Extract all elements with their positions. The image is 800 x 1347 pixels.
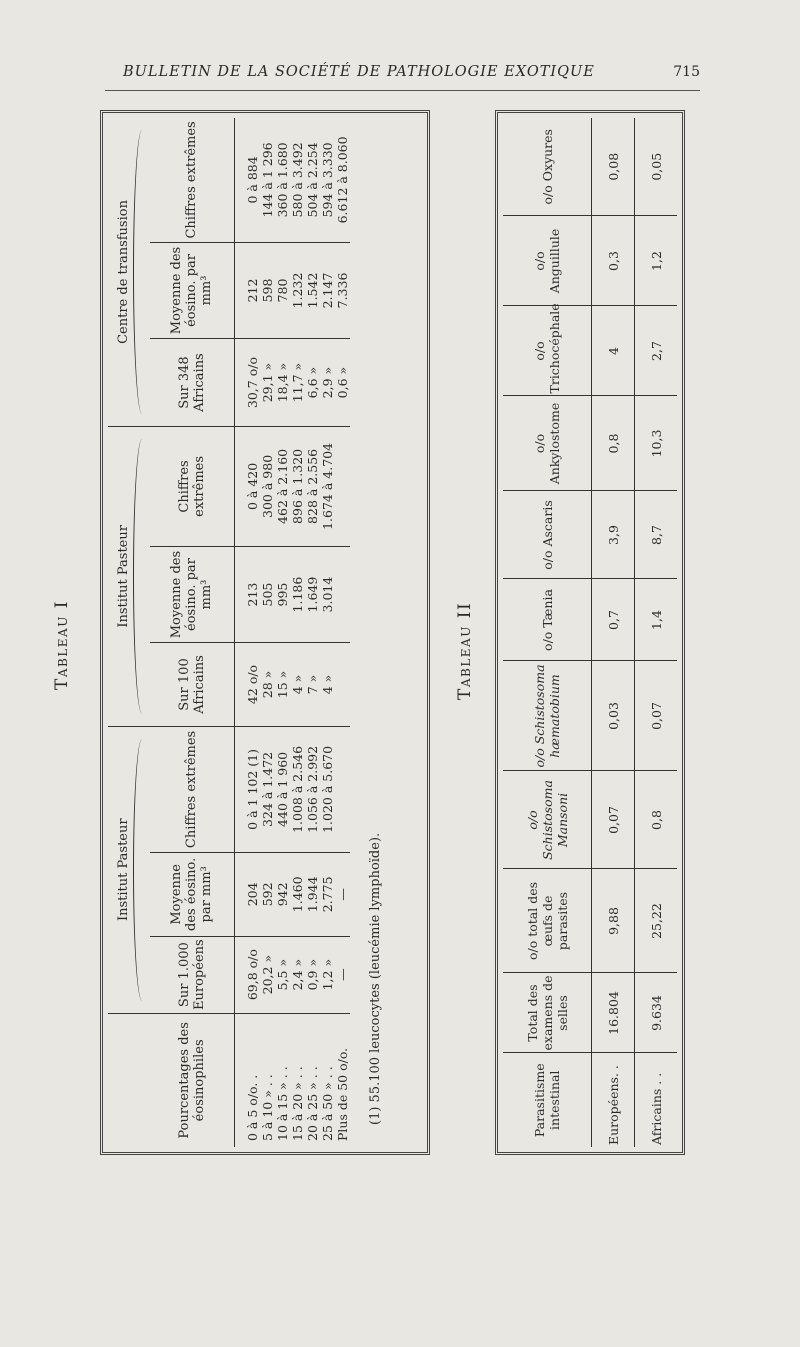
table-cell: 300 à 980 bbox=[259, 454, 275, 518]
table-cell: 4 bbox=[592, 306, 635, 396]
row-label: 10 à 15 » . . bbox=[274, 1066, 290, 1141]
table-cell: 505 bbox=[259, 582, 275, 607]
journal-title: BULLETIN DE LA SOCIÉTÉ DE PATHOLOGIE EXOTIQUE bbox=[123, 64, 595, 80]
column-header: o/o Schistosoma hæmatobium bbox=[503, 661, 592, 771]
column-header: Chiffres extrêmes bbox=[150, 726, 234, 852]
table-cell: 1,2 » bbox=[319, 958, 335, 991]
table-cell bbox=[335, 729, 350, 850]
table-cell: 1.232 bbox=[289, 272, 305, 309]
column-header: Moyenne des éosino. par mm³ bbox=[150, 242, 234, 338]
table-cell: 1.674 à 4.704 bbox=[319, 442, 335, 530]
table-cell: 4 » bbox=[319, 674, 335, 695]
table-cell: 3,9 bbox=[592, 491, 635, 579]
table-cell: 594 à 3.330 bbox=[319, 142, 335, 218]
table-cell: 144 à 1 296 bbox=[259, 142, 275, 218]
table-cell: 1.008 à 2.546 bbox=[289, 745, 305, 833]
table-cell: 20,2 » bbox=[259, 954, 275, 995]
table-cell: 1.460 bbox=[289, 876, 305, 913]
column-header: o/o Oxyures bbox=[503, 118, 592, 216]
table-cell: 0,8 bbox=[635, 771, 678, 869]
table-cell: 0 à 420 bbox=[244, 462, 260, 511]
page-number: 715 bbox=[673, 64, 700, 80]
table-cell: 1.649 bbox=[304, 576, 320, 613]
table-cell: 69,8 o/o bbox=[244, 949, 260, 1001]
table-cell: 0,03 bbox=[592, 661, 635, 771]
table-cell: 6.612 à 8.060 bbox=[334, 136, 350, 224]
table-cell: 7 » bbox=[304, 674, 320, 695]
table-cell: 3.014 bbox=[319, 576, 335, 613]
table-cell: 0 à 1 102 (1) bbox=[244, 749, 260, 830]
table-cell: 18,4 » bbox=[274, 362, 290, 403]
column-header: o/o Anguillule bbox=[503, 216, 592, 306]
row-label: 0 à 5 o/o. . bbox=[244, 1074, 260, 1141]
table-cell: 0 à 884 bbox=[244, 156, 260, 204]
table-cell: 324 à 1.472 bbox=[259, 751, 275, 827]
column-header: Sur 348 Africains bbox=[150, 339, 234, 427]
table-cell bbox=[335, 549, 350, 640]
column-header: o/o Ankylostome bbox=[503, 396, 592, 491]
table-cell: 204 bbox=[244, 882, 260, 907]
row-label: 20 à 25 » . . bbox=[304, 1066, 320, 1141]
table-cell: 942 bbox=[274, 882, 290, 907]
table-cell: 4 » bbox=[289, 674, 305, 695]
footnote: (1) 55.100 leucocytes (leucémie lymphoïde). bbox=[368, 832, 383, 1125]
tableau1-table bbox=[108, 118, 350, 1147]
table-cell: 462 à 2.160 bbox=[274, 448, 290, 524]
tableau2-caption: Tableau II bbox=[455, 601, 475, 700]
table-row bbox=[592, 118, 635, 1147]
row-label: Africains . . bbox=[635, 1053, 678, 1147]
table-cell: 0,07 bbox=[635, 661, 678, 771]
table-cell: 1.944 bbox=[304, 876, 320, 913]
table-cell: 504 à 2.254 bbox=[304, 142, 320, 218]
column-header: Moyenne des éosino. par mm³ bbox=[150, 853, 234, 937]
table-cell: 212 bbox=[244, 278, 260, 303]
table-cell: 28 » bbox=[259, 670, 275, 699]
table-cell: 29,1 » bbox=[259, 362, 275, 403]
table-cell: 1,2 bbox=[635, 216, 678, 306]
row-label: 5 à 10 » . . bbox=[259, 1074, 275, 1141]
column-header: Sur 100 Africains bbox=[150, 643, 234, 727]
table-cell: 11,7 » bbox=[289, 362, 305, 403]
group-header-3: Centre de transfusion bbox=[108, 118, 150, 426]
empty-corner bbox=[108, 1013, 150, 1147]
table-cell: 0,05 bbox=[635, 118, 678, 216]
table-cell: 2.775 bbox=[319, 876, 335, 913]
table-cell: 995 bbox=[274, 582, 290, 607]
table-cell: 0,9 » bbox=[304, 958, 320, 991]
table-cell: 1.056 à 2.992 bbox=[304, 745, 320, 833]
table-cell: 25,22 bbox=[635, 869, 678, 973]
column-header: Moyenne des éosino. par mm³ bbox=[150, 546, 234, 642]
running-header bbox=[105, 60, 700, 91]
table-cell: 8,7 bbox=[635, 491, 678, 579]
table-cell: 1,4 bbox=[635, 579, 678, 661]
table-cell bbox=[335, 645, 350, 724]
table-cell: 30,7 o/o bbox=[244, 357, 260, 409]
table-cell: 1.186 bbox=[289, 576, 305, 613]
table-cell: 440 à 1 960 bbox=[274, 751, 290, 827]
table-cell: 2.147 bbox=[319, 272, 335, 309]
column-header: Chiffres extrêmes bbox=[150, 118, 234, 242]
tableau2 bbox=[495, 110, 685, 1155]
table-cell: 0,07 bbox=[592, 771, 635, 869]
table-cell: 15 » bbox=[274, 670, 290, 699]
table-cell: 6,6 » bbox=[304, 366, 320, 399]
table-cell: 896 à 1.320 bbox=[289, 448, 305, 524]
column-values bbox=[234, 936, 350, 1013]
table-cell: 360 à 1.680 bbox=[274, 142, 290, 218]
column-values bbox=[234, 242, 350, 338]
column-header: o/o Ascaris bbox=[503, 491, 592, 579]
table-cell: 7.336 bbox=[334, 272, 350, 309]
column-values bbox=[234, 726, 350, 852]
table-cell: 780 bbox=[274, 278, 290, 303]
table-cell: 0,7 bbox=[592, 579, 635, 661]
group-header-2: Institut Pasteur bbox=[108, 426, 150, 726]
column-header: Parasitisme intestinal bbox=[503, 1053, 592, 1147]
table-cell: 580 à 3.492 bbox=[289, 142, 305, 218]
row-label: 25 à 50 » . . bbox=[319, 1066, 335, 1141]
table-cell: 2,7 bbox=[635, 306, 678, 396]
table-cell: 9,88 bbox=[592, 869, 635, 973]
table-cell: 828 à 2.556 bbox=[304, 448, 320, 524]
table-cell: — bbox=[334, 888, 350, 901]
table-cell: 0,6 » bbox=[334, 366, 350, 399]
column-header: Chiffres extrêmes bbox=[150, 426, 234, 546]
column-values bbox=[234, 546, 350, 642]
column-values bbox=[234, 426, 350, 546]
column-header: Total des examens de selles bbox=[503, 973, 592, 1053]
column-header: o/o total des œufs de parasites bbox=[503, 869, 592, 973]
table-cell: 1.542 bbox=[304, 272, 320, 309]
table-cell: 213 bbox=[244, 582, 260, 607]
table-cell: 10,3 bbox=[635, 396, 678, 491]
column-values bbox=[234, 853, 350, 937]
column-header: o/o Schistosoma Mansoni bbox=[503, 771, 592, 869]
column-values bbox=[234, 339, 350, 427]
table-cell: 42 o/o bbox=[244, 664, 260, 705]
table-cell: 9.634 bbox=[635, 973, 678, 1053]
table-cell: 0,8 bbox=[592, 396, 635, 491]
table-cell: 5,5 » bbox=[274, 958, 290, 991]
row-labels bbox=[234, 1013, 350, 1147]
table-cell: 2,9 » bbox=[319, 366, 335, 399]
table-cell: 0,08 bbox=[592, 118, 635, 216]
row-header-label: Pourcentages des éosinophiles bbox=[150, 1013, 234, 1147]
table-cell: 1.020 à 5.670 bbox=[319, 745, 335, 833]
table-cell: 2,4 » bbox=[289, 958, 305, 991]
column-header: o/o Tænia bbox=[503, 579, 592, 661]
group-header-1: Institut Pasteur bbox=[108, 726, 150, 1013]
row-label: 15 à 20 » . . bbox=[289, 1066, 305, 1141]
table-cell: 16.804 bbox=[592, 973, 635, 1053]
table-row bbox=[635, 118, 678, 1147]
tableau1-caption: Tableau I bbox=[52, 600, 72, 690]
table-cell: — bbox=[334, 968, 350, 981]
row-label: Européens. . bbox=[605, 1065, 621, 1145]
tableau2-table bbox=[503, 118, 677, 1147]
table-cell: 598 bbox=[259, 278, 275, 303]
column-values bbox=[234, 643, 350, 727]
table-cell: 0,3 bbox=[592, 216, 635, 306]
column-header: o/o Trichocéphale bbox=[503, 306, 592, 396]
column-header: Sur 1.000 Européens bbox=[150, 936, 234, 1013]
table-cell bbox=[335, 429, 350, 544]
tableau1-body bbox=[234, 118, 350, 1147]
tableau1 bbox=[100, 110, 430, 1155]
column-values bbox=[234, 118, 350, 242]
row-label: Plus de 50 o/o. bbox=[334, 1047, 350, 1141]
table-cell: 592 bbox=[259, 882, 275, 907]
